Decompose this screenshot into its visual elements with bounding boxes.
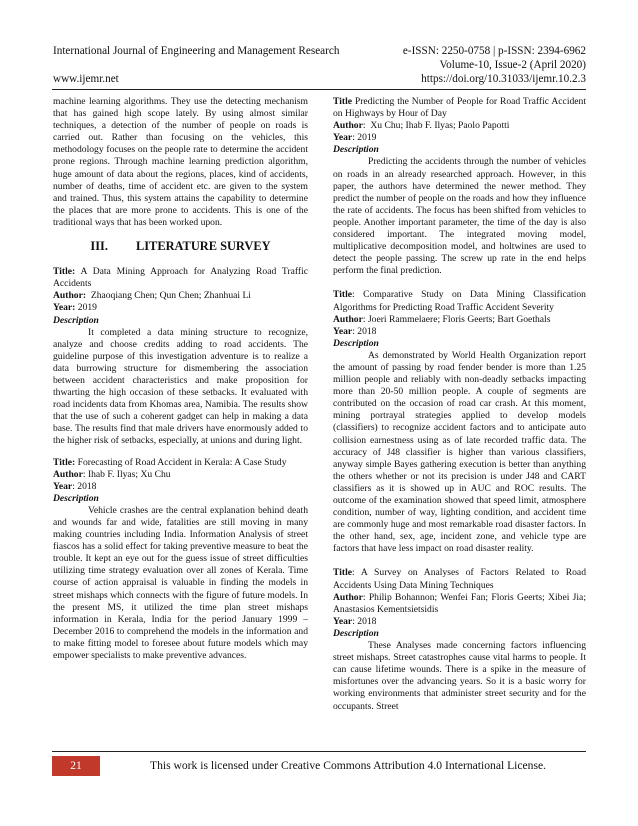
survey-entry <box>53 266 308 447</box>
author-label: Author <box>53 468 83 480</box>
entry-author: Xu Chu; Ihab F. Ilyas; Paolo Papotti <box>370 120 510 132</box>
website-link[interactable]: www.ijemr.net <box>53 73 119 85</box>
description-label: Description <box>333 144 379 156</box>
entry-description: These Analyses made concerning factors influencing street mishaps. Street catastrophes cause vital harms to people. It can cause lifetime wounds. There is a spike in the measure of misfortunes over the advancing years. So it is a basic worry for working environments that administer street security and for the occupants. Street <box>333 640 586 712</box>
entry-description: As demonstrated by World Health Organization report the amount of passing by road fender bender is more than 1.25 million people and reliably with non-deadly setbacks impacting more than 20-50 million people. A couple of segments are contributed on the occasion of road car crash. At this moment, mining portrayal strategies applied to develop models (classifiers) to recognize accident factors and to anticipate auto collision earnestness using as of late recorded traffic data. The accuracy of J48 classifier is higher than various classifiers, anyway simple Bayes gathering execution is better than anything the others whether or not its precision is under J48 and CART classifiers as it is showed up in AUC and ROC results. The outcome of the examination showed that speed limit, atmosphere condition, number of way, lighting condition, and accident time are commonly huge and most remarkable road disaster factors. In the other hand, sex, age, incident zone, and vehicle type are factors that have less impact on road disaster reality. <box>333 349 586 555</box>
entry-title: A Survey on Analyses of Factors Related to Road Accidents Using Data Mining Techniques <box>333 567 586 591</box>
journal-name: International Journal of Engineering and Management Research <box>53 45 340 57</box>
title-label: Title <box>333 96 353 107</box>
title-label: Title: <box>53 266 76 278</box>
year-label: Year <box>333 615 353 627</box>
description-label: Description <box>333 627 379 639</box>
survey-entry: Title: Forecasting of Road Accident in Kerala: A Case Study Author: Ihab F. Ilyas; Xu Chu Year: 2018 Description Vehicle crashes are the central explanation behind death and wounds far and wide, fatalities are still moving in many making countries including India. Information Analysis of street fiascos has a solid effect for taking preventive measure to beat the trouble. It kept an eye out for the guess issue of street difficulties utilizing time strategy evaluation over all zones of Kerala. Time course of action appraisal is valuable in finding the models in street mishaps which connects with the figure of future models. In the present MS, it utilized the time plan street mishaps information in Kerala, India for the period January 1999 – December 2016 to comprehend the models in the information and to make fitting model to foresee about future models which may empower specialists to make preventive advances. <box>53 456 308 662</box>
section-number: III. <box>90 239 108 254</box>
title-label: Title <box>333 289 353 301</box>
footer-divider <box>52 751 586 752</box>
year-label: Year: <box>53 302 76 314</box>
entry-title: Comparative Study on Data Mining Classification Algorithms for Predicting Road Traffic Accident Severity <box>333 289 586 313</box>
description-label: Description <box>53 314 99 326</box>
entry-year: 2019 <box>357 132 377 144</box>
entry-title: Forecasting of Road Accident in Kerala: A Case Study <box>77 456 287 468</box>
doi-link[interactable]: https://doi.org/10.31033/ijemr.10.2.3 <box>421 73 586 85</box>
entry-author: Ihab F. Ilyas; Xu Chu <box>87 468 171 480</box>
entry-year: 2018 <box>357 325 377 337</box>
section-title: LITERATURE SURVEY <box>135 239 271 254</box>
description-label: Description <box>53 492 99 504</box>
intro-paragraph: machine learning algorithms. They use the detecting mechanism that has gained high scope lately. By using almost similar techniques, a detection of the number of people on roads is carried out. Rather than focusing on the vehicles, this methodology focuses on the people rate to determine the accident prone regions. Through machine learning prediction algorithm, huge amount of data about the regions, places, kind of accidents, number of deaths, time of accident etc. are given to the system and trained. Thus, this system attains the capability to determine the places that are more prone to accidents. This is one of the traditional ways that has been worked upon. <box>53 96 308 228</box>
license-notice: This work is licensed under Creative Commons Attribution 4.0 International License. <box>150 759 547 772</box>
entry-description: Predicting the accidents through the number of vehicles on roads in an already researched approach. However, in this paper, the authors have determined the newer method. They predict the number of people on the roads and how they influence the rate of accidents. The focus has been shifted from vehicles to people. Another important parameter, the time of the day is also considered important. The integrated moving model, multiplicative decomposition model, and holtwines are used to detect the people passing. The screw up rate in the end helps perform the final prediction. <box>333 156 586 277</box>
left-column <box>53 96 308 662</box>
section-heading <box>53 240 308 252</box>
entry-description: It completed a data mining structure to recognize, analyze and choose credits adding to road accidents. The guideline purpose of this investigation adventure is to realize a data burrowing structure for dismembering the association between accident characteristics and make proposition for thwarting the high occasion of these setbacks. It evaluated with road incidents data from Khomas area, Namibia. The results show that the use of such a coherent gadget can help in making a data base. The results find that male drivers have enormously added to the higher risk of setbacks, especially, at unions and during light. <box>53 326 308 447</box>
entry-author: Joeri Rammelaere; Floris Geerts; Bart Goethals <box>367 313 551 325</box>
survey-entry: Title: Comparative Study on Data Mining Classification Algorithms for Predicting Road Traffic Accident Severity Author: Joeri Rammelaere; Floris Geerts; Bart Goethals Year: 2018 Description As demonstrated by World Health Organization report the amount of passing by road fender bender is more than 1.25 million people and reliably with non-deadly setbacks impacting more than 20-50 million people. A couple of segments are contributed on the occasion of road car crash. At this moment, mining portrayal strategies applied to develop models (classifiers) to recognize accident factors and to anticipate auto collision earnestness using as of late recorded traffic data. The accuracy of J48 classifier is higher than various classifiers, anyway simple Bayes gathering execution is better than anything the others whether or not its precision is under J48 and CART classifiers as it is showed up in AUC and ROC results. The outcome of the examination showed that speed limit, atmosphere condition, number of way, lighting condition, and accident time are commonly huge and most remarkable road disaster factors. In the other hand, sex, age, incident zone, and vehicle type are factors that have less impact on road disaster reality. <box>333 289 586 555</box>
page-number-badge: 21 <box>52 756 100 776</box>
survey-entry: Title: A Survey on Analyses of Factors Related to Road Accidents Using Data Mining Techniques Author: Philip Bohannon; Wenfei Fan; Floris Geerts; Xibei Jia; Anastasios Kementsietsidis Year: 2018 Description These Analyses made concerning factors influencing street mishaps. Street catastrophes cause vital harms to people. It can cause lifetime wounds. There is a spike in the measure of misfortunes over the advancing years. So it is a basic worry for working environments that administer street security and for the occupants. Street <box>333 567 586 712</box>
year-label: Year <box>333 325 353 337</box>
author-label: Author <box>333 591 363 603</box>
survey-entry: Title Predicting the Number of People for Road Traffic Accident on Highways by Hour of Day Author: Xu Chu; Ihab F. Ilyas; Paolo Papotti Year: 2019 Description Predicting the accidents through the number of vehicles on roads in an already researched approach. However, in this paper, the authors have determined the newer method. They predict the number of people on the roads and how they influence the rate of accidents. The focus has been shifted from vehicles to people. Another important parameter, the time of the day is also considered important. The integrated moving model, multiplicative decomposition model, and holtwines are used to detect the people passing. The screw up rate in the end helps perform the final prediction. <box>333 96 586 277</box>
author-label: Author <box>333 120 363 132</box>
page-footer <box>52 756 586 776</box>
issn-line: e-ISSN: 2250-0758 | p-ISSN: 2394-6962 <box>402 45 586 57</box>
entry-description: Vehicle crashes are the central explanation behind death and wounds far and wide, fatalities are still moving in many making countries including India. Information Analysis of street fiascos has a solid effect for taking preventive measure to beat the trouble. It kept an eye out for the guess issue of street difficulties utilizing time strategy evaluation over all zones of Kerala. Time course of action appraisal is valuable in finding the models in street mishaps which connects with the figure of future models. In the present MS, it utilized the time plan street mishaps information in Kerala, India for the period January 1999 – December 2016 to comprehend the models in the information and to make fitting model to foresee about future models which may empower specialists to make preventive advances. <box>53 504 308 662</box>
right-column <box>333 96 586 713</box>
year-label: Year <box>333 132 353 144</box>
entry-title: Predicting the Number of People for Road Traffic Accident on Highways by Hour of Day <box>333 96 586 120</box>
entry-author: Zhaoqiang Chen; Qun Chen; Zhanhuai Li <box>90 290 251 302</box>
entry-author: Philip Bohannon; Wenfei Fan; Floris Geerts; Xibei Jia; Anastasios Kementsietsidis <box>333 591 586 615</box>
entry-year: 2018 <box>357 615 377 627</box>
volume-line: Volume-10, Issue-2 (April 2020) <box>439 59 586 71</box>
entry-year: 2018 <box>77 480 97 492</box>
author-label: Author <box>333 313 363 325</box>
entry-title: A Data Mining Approach for Analyzing Road Traffic Accidents <box>53 266 308 290</box>
entry-year: 2019 <box>77 302 97 314</box>
header-divider <box>52 89 586 90</box>
description-label: Description <box>333 337 379 349</box>
title-label: Title <box>333 567 353 579</box>
year-label: Year <box>53 480 73 492</box>
author-label: Author: <box>53 290 87 302</box>
title-label: Title: <box>53 456 76 468</box>
